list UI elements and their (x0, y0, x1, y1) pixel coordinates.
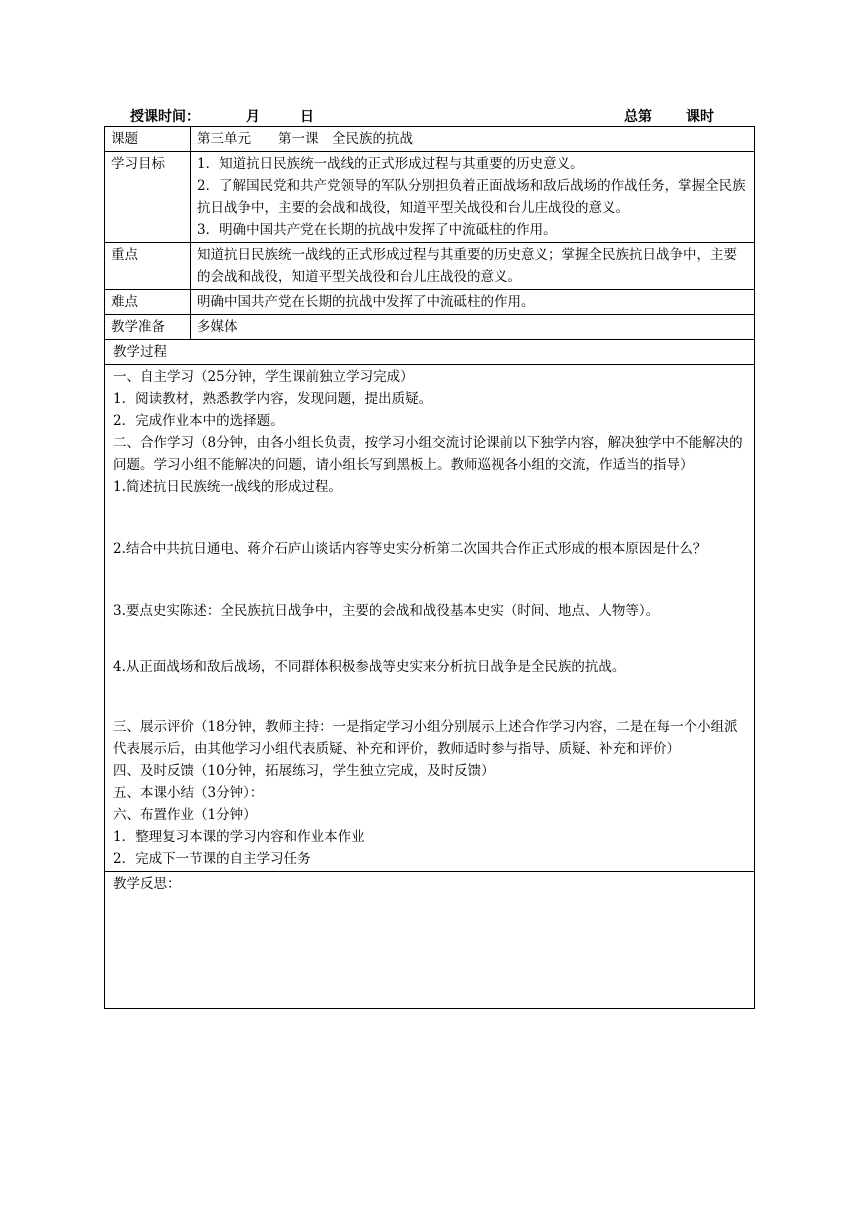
objective-item: 1．知道抗日民族统一战线的正式形成过程与其重要的历史意义。 (197, 156, 584, 172)
preparation-row (105, 315, 755, 340)
topic-row (105, 127, 755, 152)
total-label: 总第 (624, 109, 652, 125)
process-line: 4.从正面战场和敌后战场，不同群体积极参战等史实来分析抗日战争是全民族的抗战。 (113, 659, 626, 675)
process-line: 2．完成作业本中的选择题。 (113, 413, 284, 429)
process-line: 二、合作学习（8分钟，由各小组长负责，按学习小组交流讨论课前以下独学内容，解决独学中不能解决的问题。学习小组不能解决的问题，请小组长写到黑板上。教师巡视各小组的交流，作适当的指导） (113, 435, 743, 473)
process-line: 2．完成下一节课的自主学习任务 (113, 851, 311, 867)
key-points-value: 知道抗日民族统一战线的正式形成过程与其重要的历史意义；掌握全民族抗日战争中，主要的会战和战役，知道平型关战役和台儿庄战役的意义。 (191, 243, 755, 290)
objective-item: 3．明确中国共产党在长期的抗战中发挥了中流砥柱的作用。 (197, 222, 557, 238)
objectives-row (105, 152, 755, 243)
key-points-label: 重点 (105, 243, 191, 290)
reflection-row (105, 872, 755, 1009)
process-header-row (105, 340, 755, 365)
answer-space (113, 678, 749, 716)
process-label: 教学过程 (105, 340, 755, 365)
answer-space (113, 498, 749, 538)
objectives-value (191, 152, 755, 243)
process-line: 2.结合中共抗日通电、蒋介石庐山谈话内容等史实分析第二次国共合作正式形成的根本原因是什么？ (113, 541, 707, 557)
answer-space (113, 560, 749, 600)
process-content (105, 365, 755, 872)
lesson-time-label: 授课时间： (130, 109, 200, 125)
process-line: 1．整理复习本课的学习内容和作业本作业 (113, 829, 365, 845)
topic-value: 第三单元 第一课 全民族的抗战 (191, 127, 755, 152)
answer-space (113, 622, 749, 656)
reflection-cell (105, 872, 755, 1009)
process-line: 3.要点史实陈述：全民族抗日战争中，主要的会战和战役基本史实（时间、地点、人物等）。 (113, 603, 660, 619)
process-line: 1．阅读教材，熟悉教学内容，发现问题，提出质疑。 (113, 391, 433, 407)
preparation-label: 教学准备 (105, 315, 191, 340)
lesson-header (130, 106, 750, 128)
objective-item: 2．了解国民党和共产党领导的军队分别担负着正面战场和敌后战场的作战任务，掌握全民族抗日战争中，主要的会战和战役，知道平型关战役和台儿庄战役的意义。 (197, 178, 746, 216)
process-line: 一、自主学习（25分钟，学生课前独立学习完成） (113, 369, 414, 385)
process-content-row (105, 365, 755, 872)
objectives-label: 学习目标 (105, 152, 191, 243)
period-label: 课时 (686, 109, 714, 125)
process-line: 五、本课小结（3分钟）： (113, 785, 264, 801)
topic-label: 课题 (105, 127, 191, 152)
process-line: 六、布置作业（1分钟） (113, 807, 257, 823)
difficulties-label: 难点 (105, 290, 191, 315)
month-label: 月 (246, 109, 260, 125)
process-line: 三、展示评价（18分钟，教师主持：一是指定学习小组分别展示上述合作学习内容，二是在每一个小组派代表展示后，由其他学习小组代表质疑、补充和评价，教师适时参与指导、质疑、补充和评价） (113, 719, 738, 757)
process-line: 1.简述抗日民族统一战线的形成过程。 (113, 479, 342, 495)
key-points-row (105, 243, 755, 290)
preparation-value: 多媒体 (191, 315, 755, 340)
reflection-label: 教学反思： (113, 876, 181, 892)
difficulties-value: 明确中国共产党在长期的抗战中发挥了中流砥柱的作用。 (191, 290, 755, 315)
process-line: 四、及时反馈（10分钟，拓展练习，学生独立完成，及时反馈） (113, 763, 495, 779)
lesson-plan-table (104, 126, 755, 1009)
difficulties-row (105, 290, 755, 315)
day-label: 日 (300, 109, 314, 125)
